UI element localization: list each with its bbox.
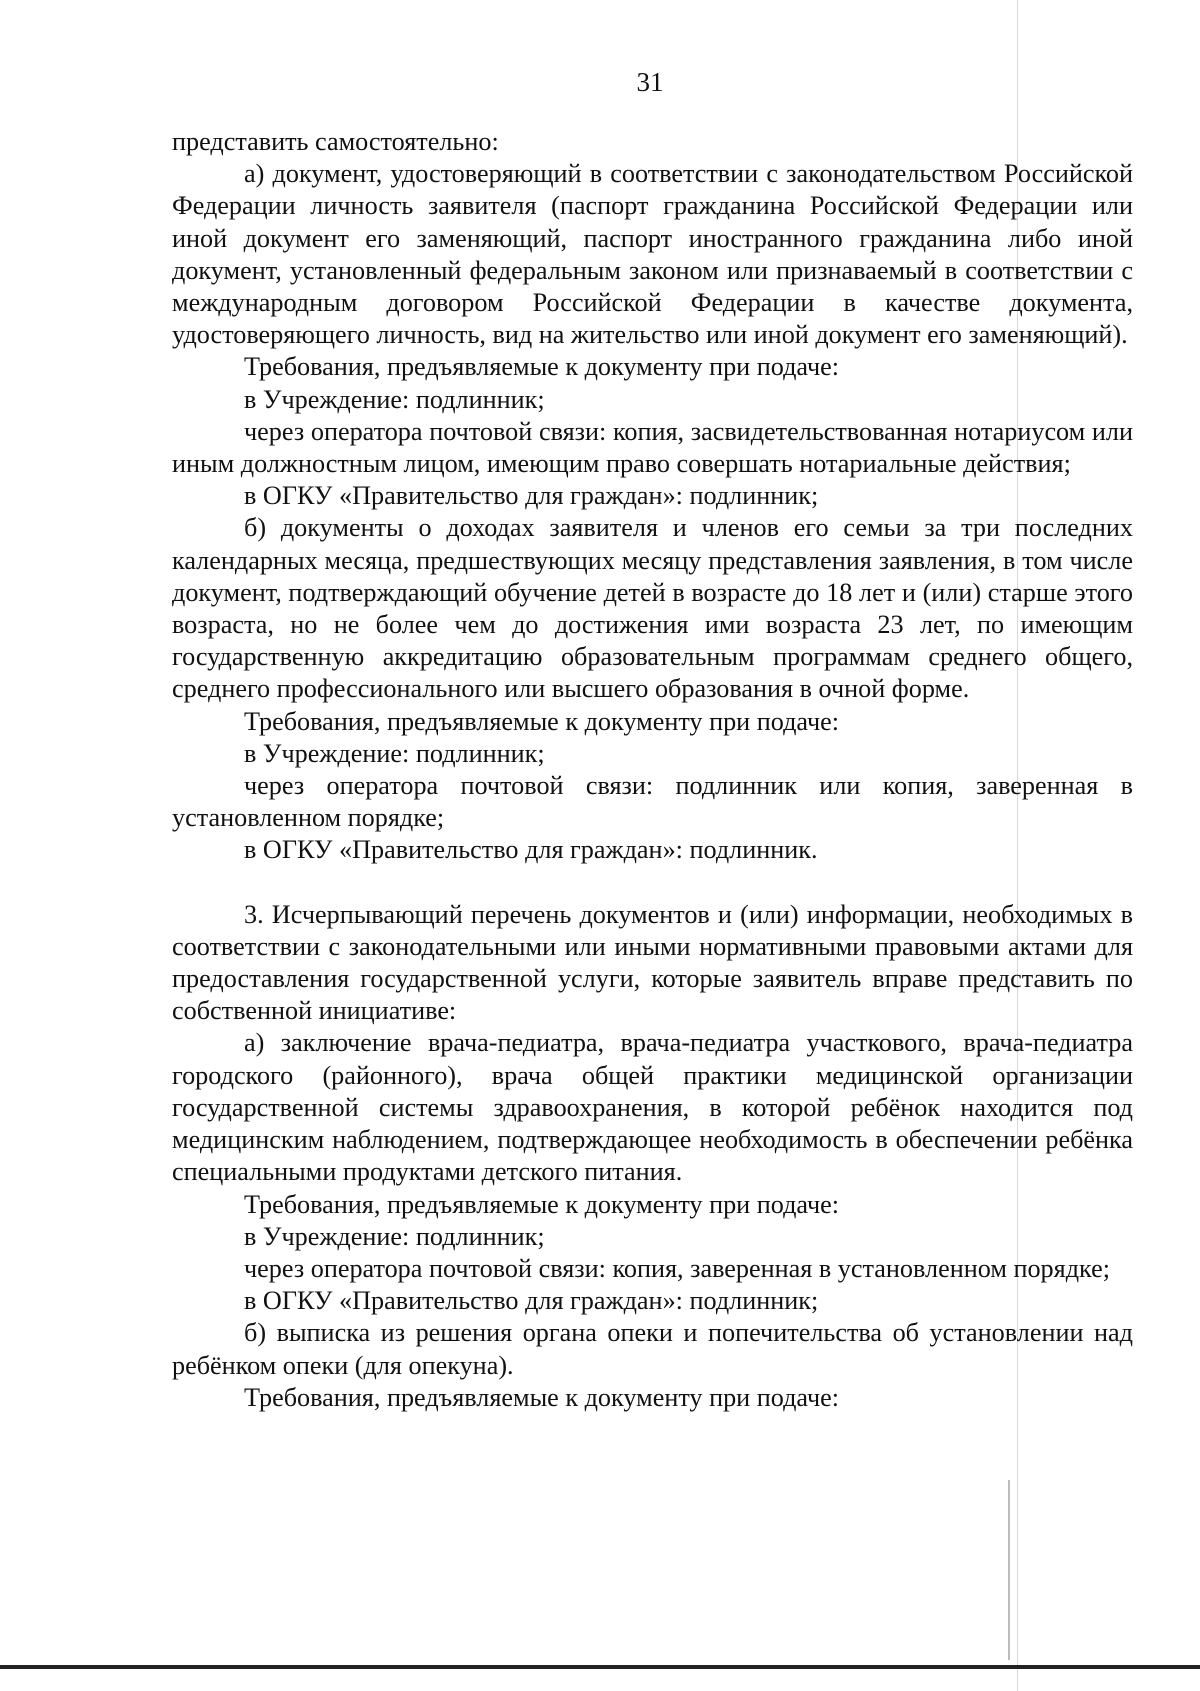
scan-artifact-line xyxy=(1008,1480,1010,1660)
paragraph: в ОГКУ «Правительство для граждан»: подлинник; xyxy=(244,1286,819,1316)
paragraph: в Учреждение: подлинник; xyxy=(244,1221,545,1251)
document-body xyxy=(172,126,1133,1414)
section-gap xyxy=(172,867,1133,899)
paragraph: 3. Исчерпывающий перечень документов и (или) информации, необходимых в соответствии с законодательными или иными нормативными правовыми актами для предоставления государственной услуги, которые заявитель вправе представить по собственной инициативе: xyxy=(172,899,1133,1026)
paragraph: представить самостоятельно: xyxy=(172,127,499,156)
paragraph: Требования, предъявляемые к документу при подаче: xyxy=(244,1382,840,1412)
paragraph: б) документы о доходах заявителя и членов его семьи за три последних календарных месяца, предшествующих месяцу представления заявления, в том числе документ, подтверждающий обучение детей в возрасте до 18 лет и (или) старше этого возраста, но не более чем до достижения ими возраста 23 лет, по имеющим государственную аккредитацию образовательным программам среднего общего, среднего профессионального или высшего образования в очной форме. xyxy=(172,513,1133,704)
page-number: 31 xyxy=(636,67,664,97)
paragraph: через оператора почтовой связи: копия, засвидетельствованная нотариусом или иным должностным лицом, имеющим право совершать нотариальные действия; xyxy=(172,416,1133,479)
paragraph: через оператора почтовой связи: копия, заверенная в установленном порядке; xyxy=(244,1253,1110,1283)
paragraph: в Учреждение: подлинник; xyxy=(244,384,545,414)
paragraph: в ОГКУ «Правительство для граждан»: подлинник; xyxy=(244,481,819,511)
paragraph: а) документ, удостоверяющий в соответствии с законодательством Российской Федерации личность заявителя (паспорт гражданина Российской Федерации или иной документ его заменяющий, паспорт иностранного гражданина либо иной документ, установленный федеральным законом или признаваемый в соответствии с международным договором Российской Федерации в качестве документа, удостоверяющего личность, вид на жительство или иной документ его заменяющий). xyxy=(172,159,1133,350)
paragraph: б) выписка из решения органа опеки и попечительства об установлении над ребёнком опеки (для опекуна). xyxy=(172,1318,1133,1380)
paragraph: в ОГКУ «Правительство для граждан»: подлинник. xyxy=(244,835,818,865)
scan-bottom-edge xyxy=(0,1665,1200,1669)
paragraph: Требования, предъявляемые к документу при подаче: xyxy=(244,1189,840,1219)
paragraph: Требования, предъявляемые к документу при подаче: xyxy=(244,352,840,382)
paragraph: Требования, предъявляемые к документу при подаче: xyxy=(244,706,840,736)
paragraph: в Учреждение: подлинник; xyxy=(244,738,545,768)
paragraph: через оператора почтовой связи: подлинник или копия, заверенная в установленном порядке; xyxy=(172,771,1133,833)
paragraph: а) заключение врача-педиатра, врача-педиатра участкового, врача-педиатра городского (районного), врача общей практики медицинской организации государственной системы здравоохранения, в которой ребёнок находится под медицинским наблюдением, подтверждающее необходимость в обеспечении ребёнка специальными продуктами детского питания. xyxy=(172,1028,1133,1187)
